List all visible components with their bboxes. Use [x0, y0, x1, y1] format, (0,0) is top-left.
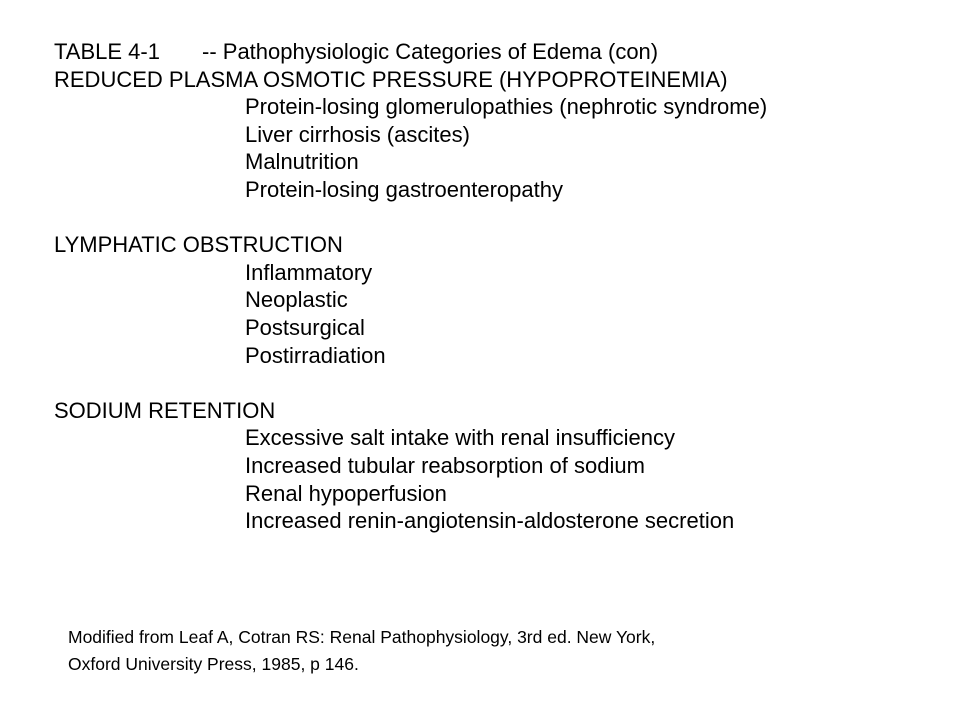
list-item: Postirradiation: [245, 342, 386, 368]
footnote-line: Modified from Leaf A, Cotran RS: Renal Pathophysiology, 3rd ed. New York,: [68, 627, 656, 647]
list-item: Inflammatory: [245, 259, 373, 285]
list-item: Increased renin-angiotensin-aldosterone secretion: [245, 508, 735, 534]
footnote-line: Oxford University Press, 1985, p 146.: [68, 654, 359, 674]
section-heading: SODIUM RETENTION: [54, 397, 276, 423]
table-title-text: -- Pathophysiologic Categories of Edema (con): [202, 39, 659, 64]
list-item: Neoplastic: [245, 287, 348, 313]
table-title: [54, 38, 934, 66]
table-content: [54, 38, 934, 535]
table-number: TABLE 4-1: [54, 39, 160, 64]
section-heading: REDUCED PLASMA OSMOTIC PRESSURE (HYPOPROTEINEMIA): [54, 66, 728, 92]
list-item: Liver cirrhosis (ascites): [245, 121, 470, 147]
list-item: Postsurgical: [245, 314, 365, 340]
list-item: Protein-losing glomerulopathies (nephrotic syndrome): [245, 94, 768, 120]
list-item: Excessive salt intake with renal insufficiency: [245, 425, 676, 451]
list-item: Malnutrition: [245, 149, 359, 175]
list-item: Protein-losing gastroenteropathy: [245, 176, 563, 202]
list-item: Increased tubular reabsorption of sodium: [245, 452, 645, 478]
section-heading: LYMPHATIC OBSTRUCTION: [54, 232, 343, 258]
source-footnote: [68, 624, 908, 678]
list-item: Renal hypoperfusion: [245, 480, 447, 506]
section-spacer: [54, 369, 934, 397]
section-spacer: [54, 204, 934, 232]
